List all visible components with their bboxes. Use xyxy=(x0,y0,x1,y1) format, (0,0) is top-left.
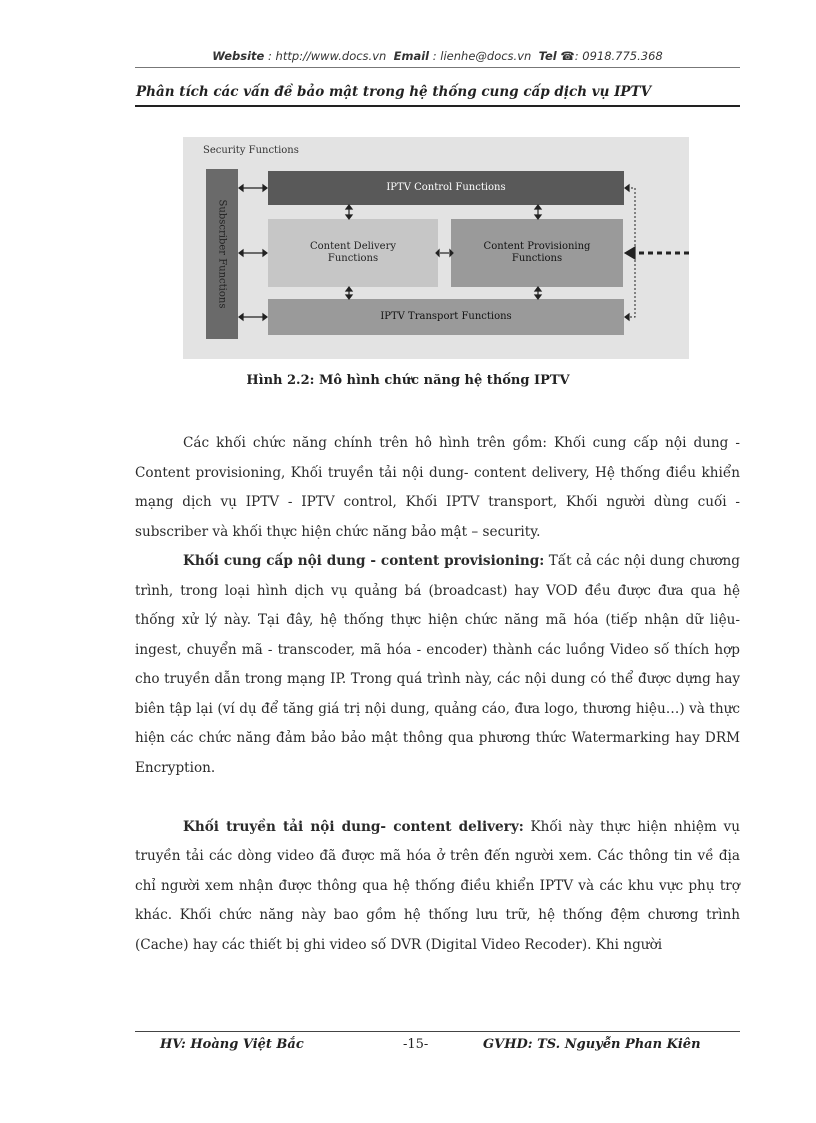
phone-icon: ☎ xyxy=(560,49,575,63)
footer-advisor: GVHD: TS. Nguyễn Phan Kiên xyxy=(483,1037,701,1052)
security-functions-label: Security Functions xyxy=(203,145,299,156)
content-delivery-label-2: Functions xyxy=(327,253,379,264)
paragraph-2-text: Tất cả các nội dung chương trình, trong loại hình dịch vụ quảng bá (broadcast) hay VOD đều được đưa qua hệ thống xử lý này. Tại đây, hệ thống thực hiện chức năng mã hóa (tiếp nhận dữ liệu-ingest, chuyển mã - transcoder, mã hóa - encoder) thành các luồng Video số thích hợp cho truyền dẫn trong mạng IP. Trong quá trình này, các nội dung có thể được dựng hay biên tập lại (ví dụ để tăng giá trị nội dung, quảng cáo, đưa logo, thương hiệu…) và thực hiện các chức năng đảm bảo bảo mật thông qua phương thức Watermarking hay DRM Encryption. xyxy=(135,553,740,776)
website-label: Website xyxy=(212,49,265,63)
content-provisioning-label-2: Functions xyxy=(511,253,563,264)
paragraph-1: Các khối chức năng chính trên hô hình trên gồm: Khối cung cấp nội dung - Content provisioning, Khối truyền tải nội dung- content delivery, Hệ thống điều khiển mạng dịch vụ IPTV - IPTV control, Khối IPTV transport, Khối người dùng cuối - subscriber và khối thực hiện chức năng bảo mật – security. xyxy=(135,435,740,540)
iptv-control-label: IPTV Control Functions xyxy=(386,182,506,193)
email-value: : lienhe@docs.vn xyxy=(432,49,532,63)
body-text xyxy=(135,429,740,960)
figure-caption: Hình 2.2: Mô hình chức năng hệ thống IPTV xyxy=(246,373,570,388)
document-title: Phân tích các vấn đề bảo mật trong hệ thống cung cấp dịch vụ IPTV xyxy=(136,84,652,100)
title-rule xyxy=(135,105,740,107)
header-rule xyxy=(135,67,740,68)
paragraph-2 xyxy=(135,547,740,783)
paragraph-2-heading: Khối cung cấp nội dung - content provisioning: xyxy=(183,553,545,569)
tel-value: : 0918.775.368 xyxy=(574,49,663,63)
tel-label: Tel xyxy=(538,49,557,63)
diagram-arrows xyxy=(183,137,689,359)
paragraph-3 xyxy=(135,813,740,961)
website-value: : http://www.docs.vn xyxy=(268,49,387,63)
paragraph-3-heading: Khối truyền tải nội dung- content delivery: xyxy=(183,818,524,835)
iptv-transport-label: IPTV Transport Functions xyxy=(380,311,512,322)
content-delivery-label-1: Content Delivery xyxy=(309,241,396,252)
footer-rule xyxy=(135,1031,740,1032)
iptv-function-diagram xyxy=(183,137,689,359)
footer-author: HV: Hoàng Việt Bắc xyxy=(160,1037,304,1052)
content-provisioning-label-1: Content Provisioning xyxy=(483,241,591,252)
website-header xyxy=(135,49,740,63)
email-label: Email xyxy=(393,49,430,63)
paragraph-3-text: Khối này thực hiện nhiệm vụ truyền tải các dòng video đã được mã hóa ở trên đến người xem. Các thông tin về địa chỉ người xem nhận được thông qua hệ thống điều khiển IPTV và các khu vực phụ trợ khác. Khối chức năng này bao gồm hệ thống lưu trữ, hệ thống đệm chương trình (Cache) hay các thiết bị ghi video số DVR (Digital Video Recoder). Khi người xyxy=(135,818,740,953)
page-number: -15- xyxy=(403,1037,429,1052)
subscriber-functions-label: Subscriber Functions xyxy=(216,199,228,309)
